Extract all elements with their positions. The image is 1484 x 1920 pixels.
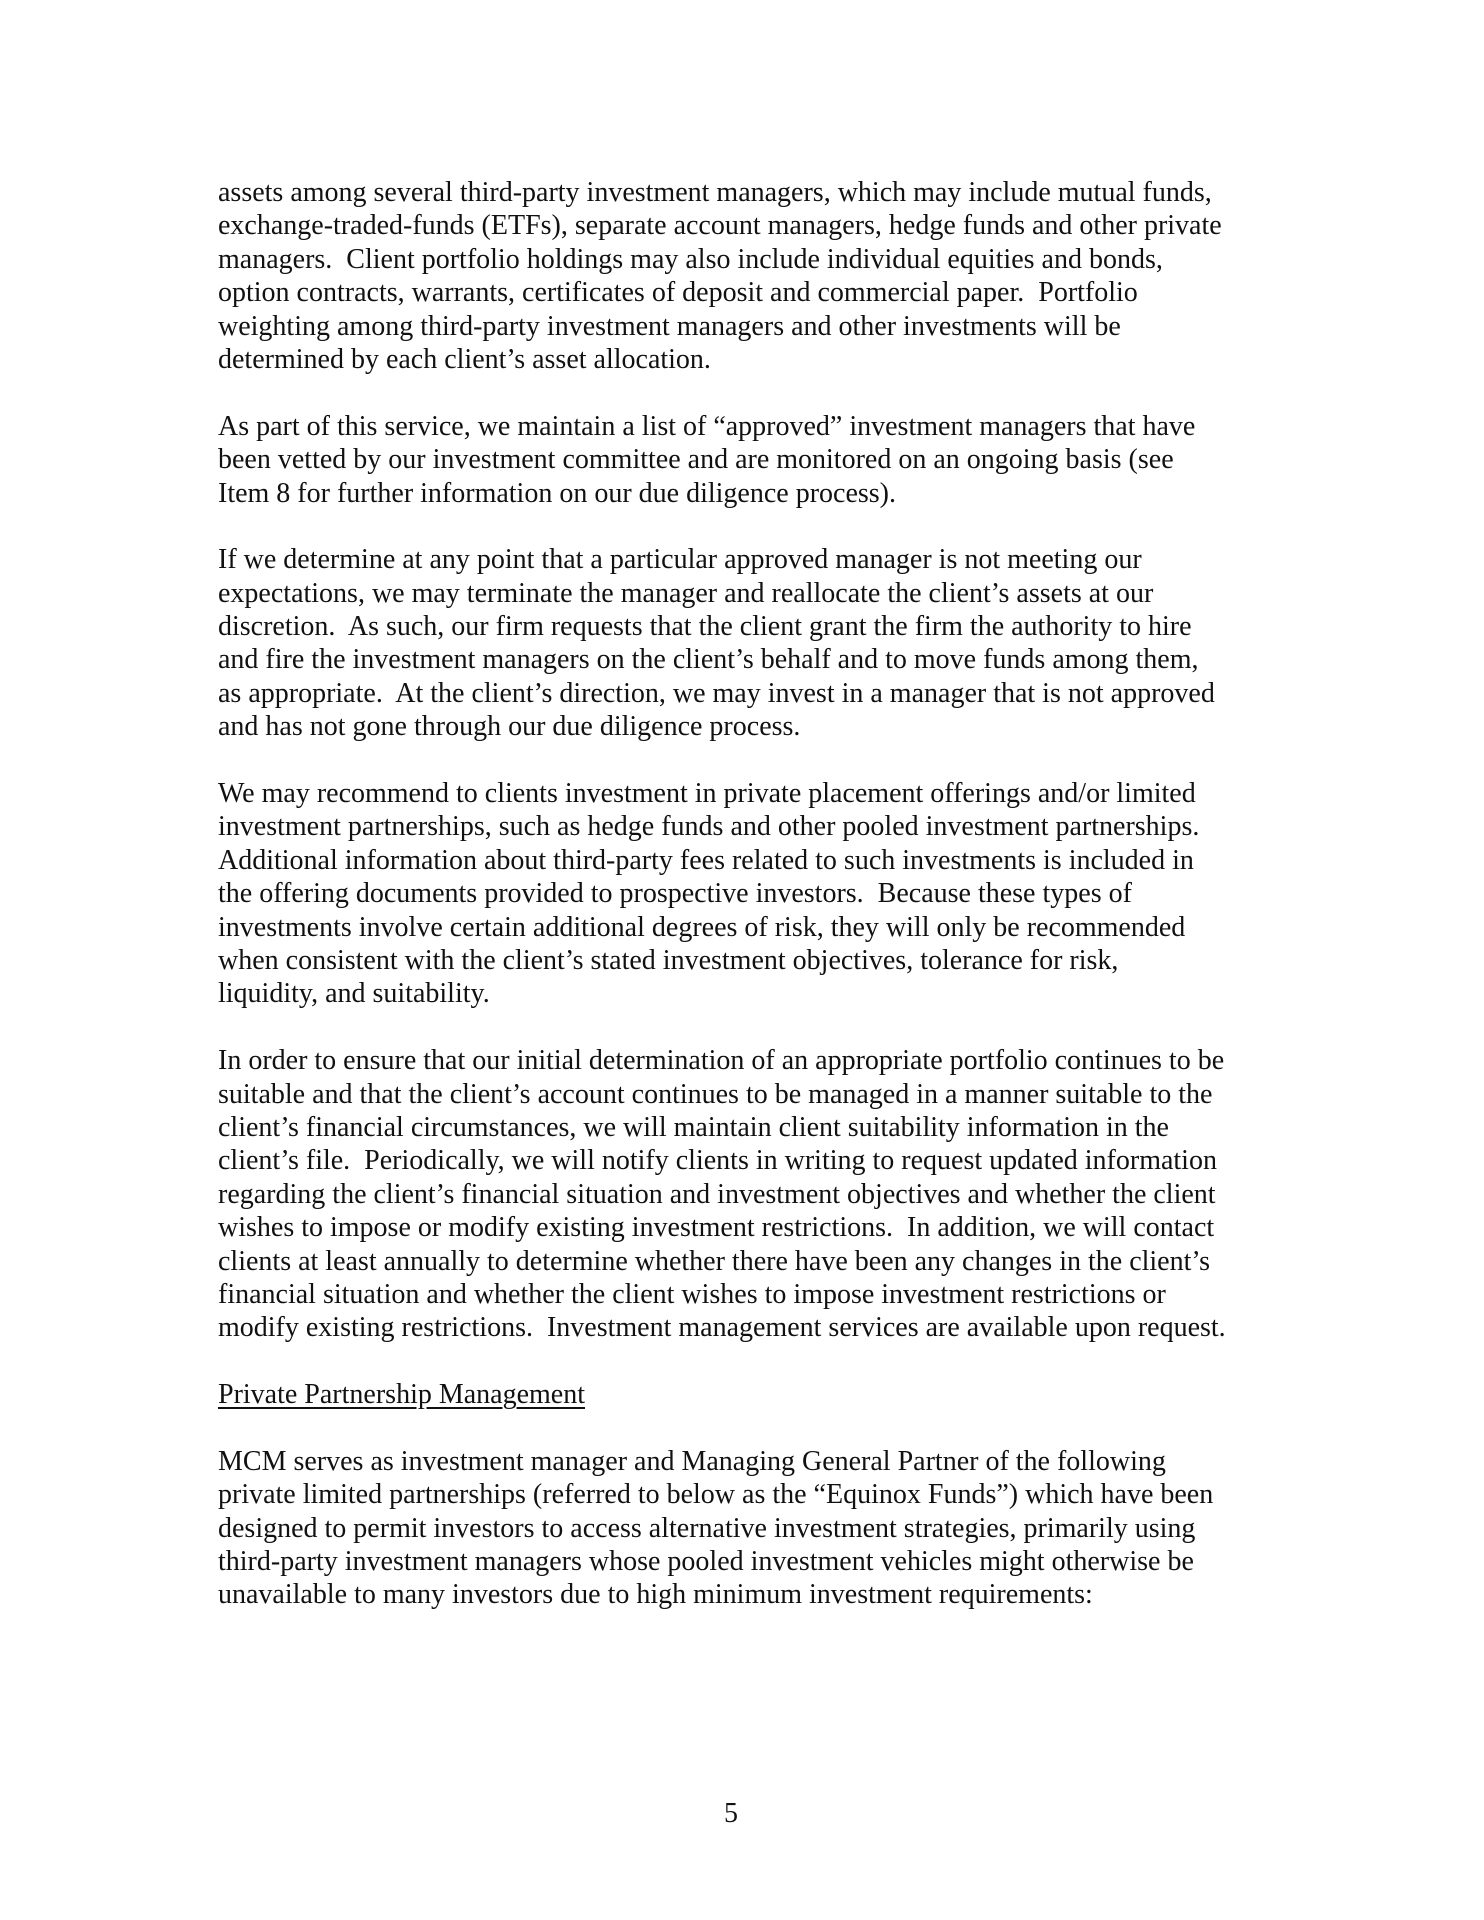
text-line: exchange-traded-funds (ETFs), separate account managers, hedge funds and other private — [218, 210, 1222, 242]
text-line: option contracts, warrants, certificates of deposit and commercial paper. Portfolio — [218, 277, 1138, 309]
text-line: unavailable to many investors due to high minimum investment requirements: — [218, 1579, 1093, 1611]
text-line: In order to ensure that our initial determination of an appropriate portfolio continues to be — [218, 1045, 1225, 1077]
paragraph-suitability — [218, 1044, 1278, 1345]
text-line: As part of this service, we maintain a list of “approved” investment managers that have — [218, 410, 1196, 442]
text-line: Item 8 for further information on our due diligence process). — [218, 477, 897, 509]
text-line: liquidity, and suitability. — [218, 978, 490, 1010]
text-line: regarding the client’s financial situation and investment objectives and whether the client — [218, 1178, 1216, 1210]
text-line: the offering documents provided to prospective investors. Because these types of — [218, 878, 1132, 910]
text-line: clients at least annually to determine whether there have been any changes in the client’s — [218, 1245, 1211, 1277]
text-line: discretion. As such, our firm requests that the client grant the firm the authority to hire — [218, 611, 1192, 643]
paragraph-private-placements — [218, 777, 1278, 1011]
text-line: expectations, we may terminate the manager and reallocate the client’s assets at our — [218, 577, 1154, 609]
text-line: investment partnerships, such as hedge funds and other pooled investment partnerships. — [218, 811, 1200, 843]
section-heading — [218, 1378, 1278, 1411]
paragraph-manager-termination — [218, 543, 1278, 743]
text-line: financial situation and whether the client wishes to impose investment restrictions or — [218, 1278, 1166, 1310]
text-line: weighting among third-party investment managers and other investments will be — [218, 310, 1121, 342]
text-line: Additional information about third-party fees related to such investments is included in — [218, 844, 1194, 876]
text-line: designed to permit investors to access alternative investment strategies, primarily using — [218, 1512, 1196, 1544]
paragraph-equinox-funds — [218, 1445, 1278, 1612]
text-line: investments involve certain additional degrees of risk, they will only be recommended — [218, 911, 1186, 943]
text-line: when consistent with the client’s stated investment objectives, tolerance for risk, — [218, 944, 1119, 976]
paragraph-approved-managers — [218, 410, 1278, 510]
body-text — [218, 176, 1278, 1645]
text-line: and fire the investment managers on the client’s behalf and to move funds among them, — [218, 644, 1199, 676]
page-number: 5 — [724, 1798, 738, 1829]
text-line: wishes to impose or modify existing investment restrictions. In addition, we will contact — [218, 1212, 1215, 1244]
paragraph-asset-allocation — [218, 176, 1278, 376]
text-line: and has not gone through our due diligence process. — [218, 711, 801, 743]
text-line: private limited partnerships (referred to below as the “Equinox Funds”) which have been — [218, 1479, 1214, 1511]
text-line: client’s financial circumstances, we will maintain client suitability information in the — [218, 1111, 1169, 1143]
text-line: been vetted by our investment committee and are monitored on an ongoing basis (see — [218, 444, 1174, 476]
text-line: determined by each client’s asset allocation. — [218, 343, 711, 375]
text-line: suitable and that the client’s account continues to be managed in a manner suitable to the — [218, 1078, 1213, 1110]
text-line: third-party investment managers whose pooled investment vehicles might otherwise be — [218, 1546, 1194, 1578]
text-line: as appropriate. At the client’s direction, we may invest in a manager that is not approved — [218, 677, 1215, 709]
section-heading-text: Private Partnership Management — [218, 1379, 586, 1411]
text-line: If we determine at any point that a particular approved manager is not meeting our — [218, 544, 1142, 576]
text-line: assets among several third-party investment managers, which may include mutual funds, — [218, 177, 1212, 208]
text-line: managers. Client portfolio holdings may also include individual equities and bonds, — [218, 243, 1163, 275]
text-line: We may recommend to clients investment in private placement offerings and/or limited — [218, 778, 1196, 810]
text-line: modify existing restrictions. Investment management services are available upon request. — [218, 1312, 1226, 1344]
text-line: MCM serves as investment manager and Managing General Partner of the following — [218, 1445, 1166, 1477]
text-line: client’s file. Periodically, we will notify clients in writing to request updated information — [218, 1145, 1217, 1177]
